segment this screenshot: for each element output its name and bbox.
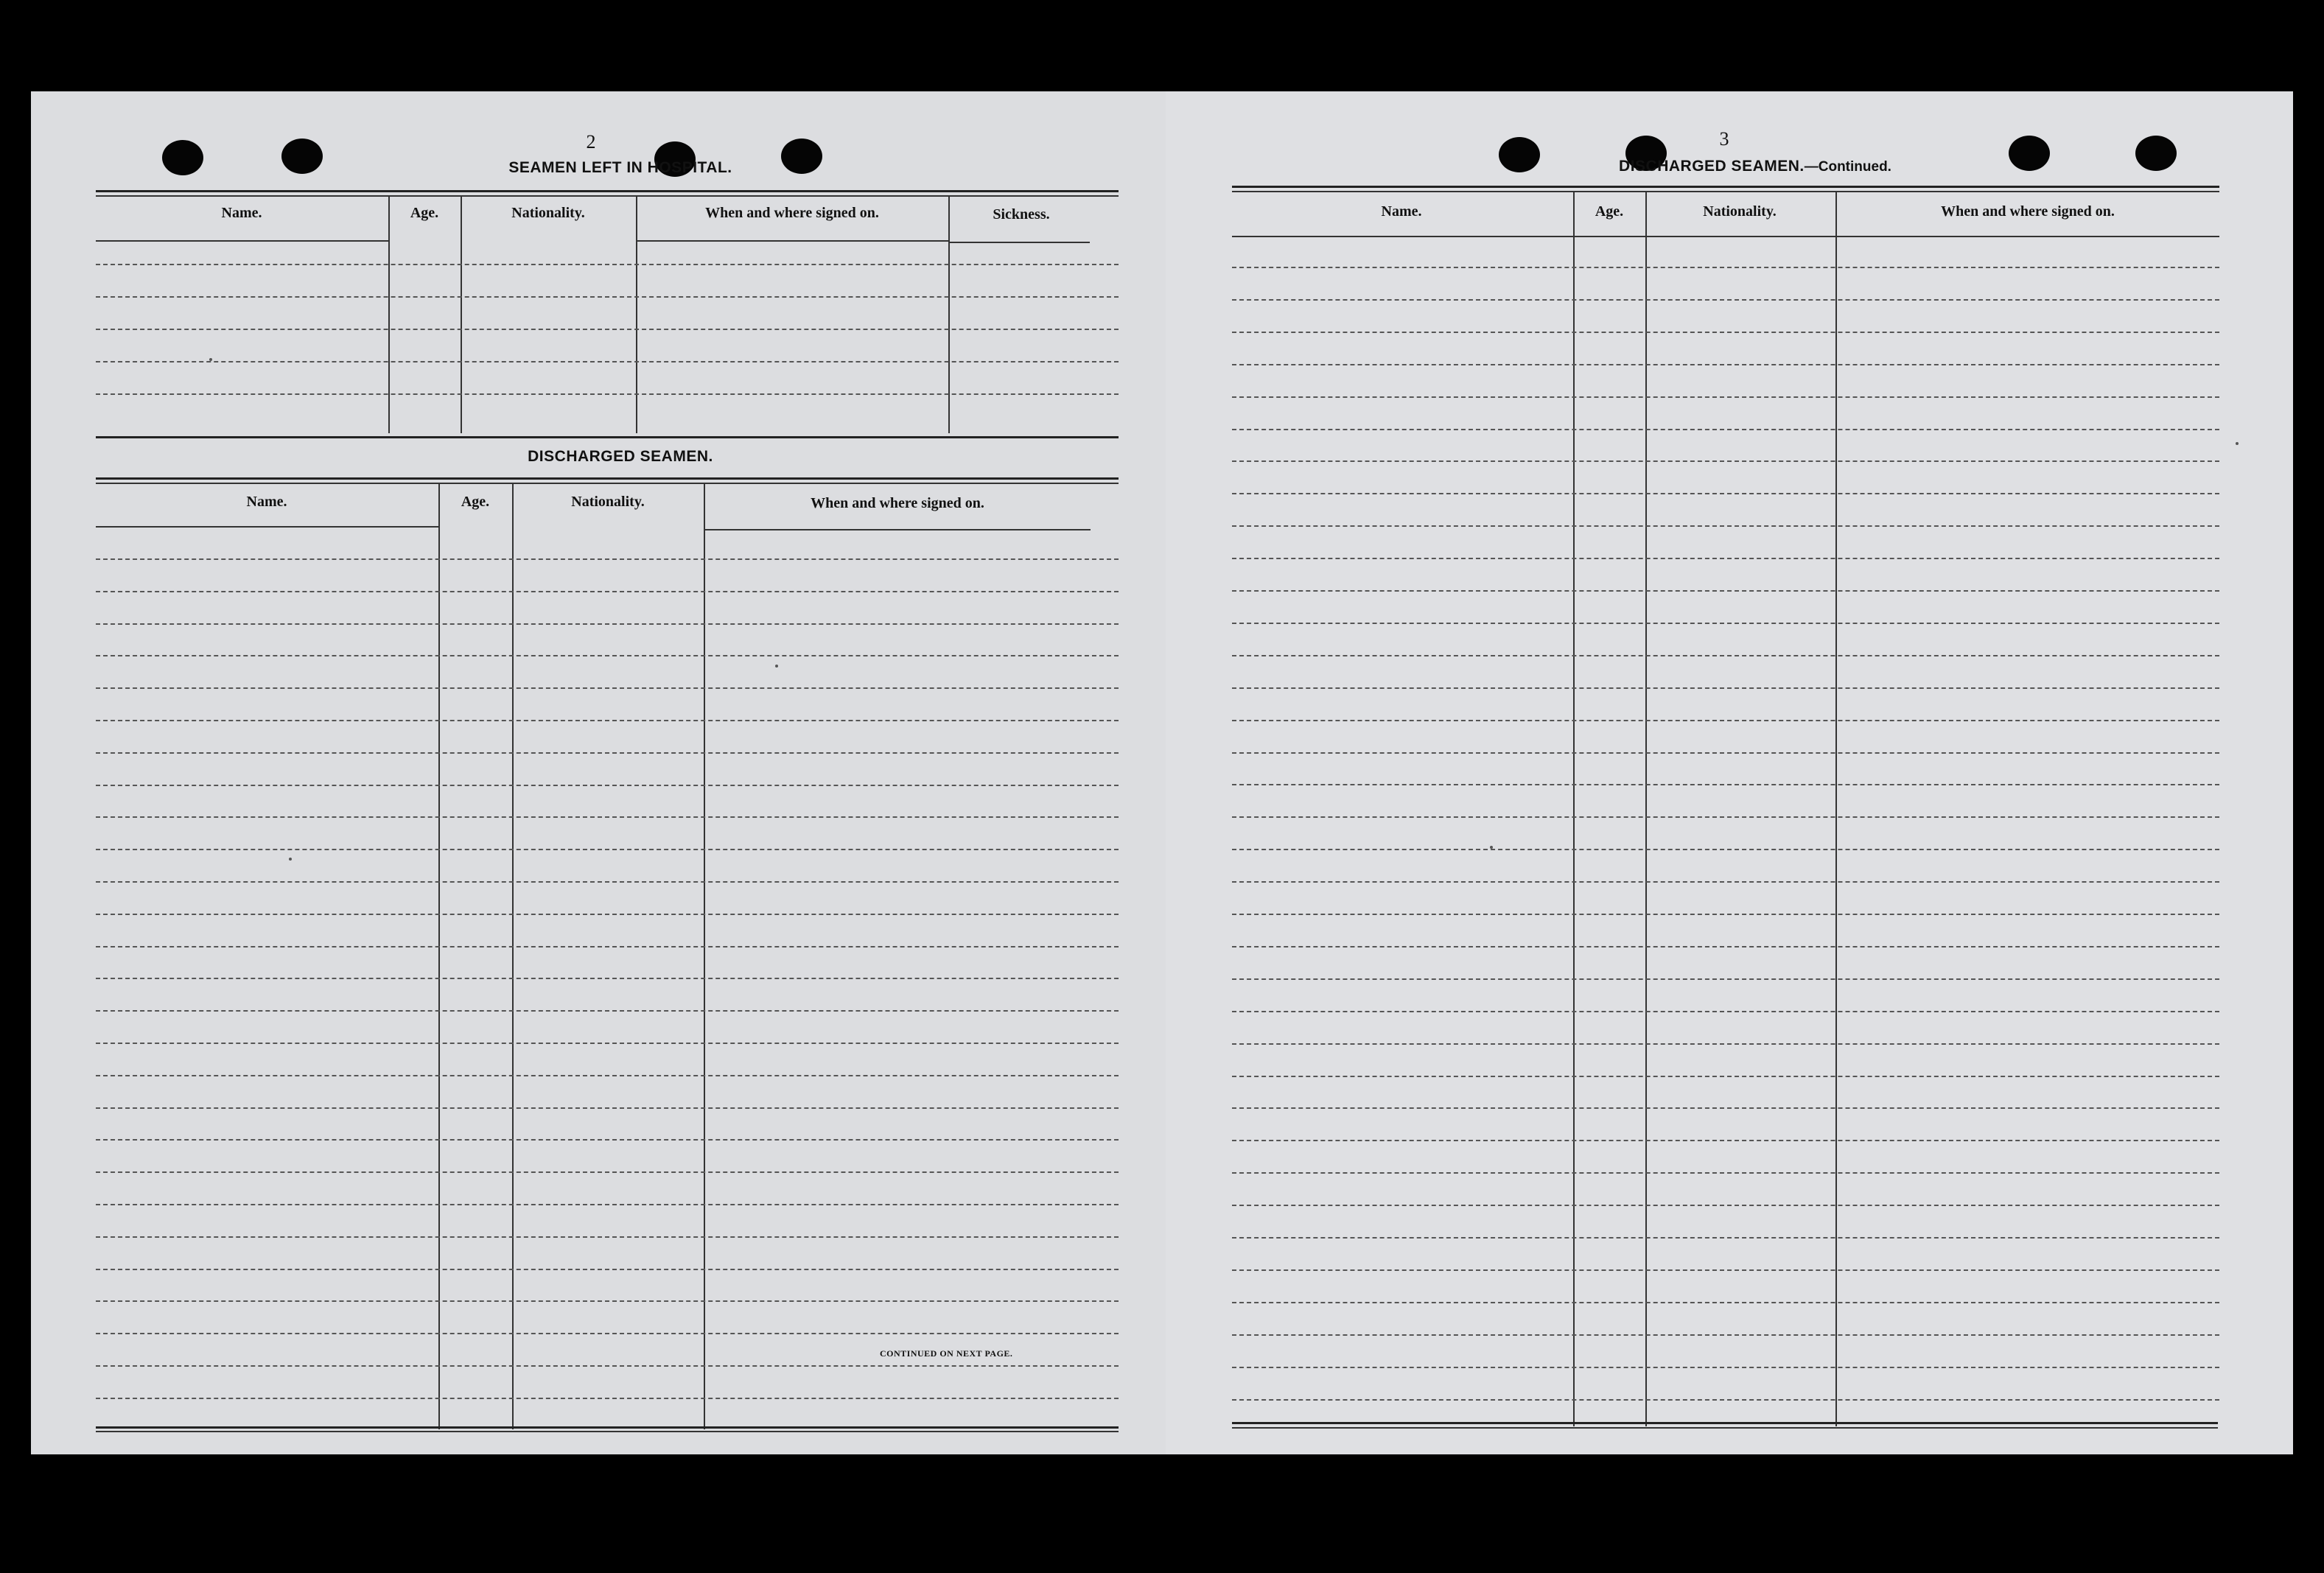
ruled-line — [1232, 525, 2219, 527]
ruled-line — [1232, 914, 2219, 915]
ruled-line — [96, 1075, 1119, 1076]
ruled-line — [1232, 267, 2219, 268]
table-bottom-rule — [96, 436, 1119, 438]
ruled-line — [96, 687, 1119, 689]
header-underline — [704, 529, 1091, 530]
table-top-rule — [96, 190, 1119, 192]
column-header-signed-on: When and where signed on. — [1941, 203, 2115, 220]
ruled-line — [1232, 720, 2219, 721]
punch-hole-icon — [281, 139, 323, 174]
ruled-line — [1232, 1205, 2219, 1206]
ruled-line — [96, 591, 1119, 592]
punch-hole-icon — [162, 140, 203, 175]
paper-speck — [209, 358, 212, 361]
ruled-line — [96, 1236, 1119, 1238]
ruled-line — [96, 720, 1119, 721]
ruled-line — [96, 978, 1119, 979]
ruled-line — [1232, 849, 2219, 850]
table-top-rule — [1232, 191, 2219, 192]
column-header-name: Name. — [246, 494, 287, 510]
table-top-rule — [1232, 186, 2219, 188]
left-page — [31, 91, 1166, 1454]
ruled-line — [96, 1269, 1119, 1270]
paper-speck — [1490, 846, 1493, 849]
ruled-line — [1232, 1140, 2219, 1141]
ruled-line — [96, 558, 1119, 560]
column-divider — [1645, 192, 1647, 1426]
ruled-line — [96, 785, 1119, 786]
column-divider — [388, 196, 390, 433]
column-header-age: Age. — [461, 494, 490, 510]
ruled-line — [96, 1333, 1119, 1334]
ruled-line — [96, 914, 1119, 915]
column-divider — [704, 483, 705, 1429]
discharged-continued-title — [1519, 158, 1991, 175]
punch-hole-icon — [2009, 136, 2050, 171]
table-bottom-rule — [96, 1431, 1119, 1432]
table-bottom-rule — [1232, 1427, 2218, 1429]
ruled-line — [96, 329, 1119, 330]
ruled-line — [96, 1365, 1119, 1367]
column-header-nationality: Nationality. — [571, 494, 645, 510]
ruled-line — [1232, 1302, 2219, 1303]
ruled-line — [96, 393, 1119, 395]
table-top-rule — [96, 195, 1119, 197]
ruled-line — [96, 946, 1119, 947]
column-divider — [512, 483, 514, 1429]
ruled-line — [1232, 655, 2219, 656]
column-header-nationality: Nationality. — [1703, 203, 1777, 220]
ruled-line — [96, 623, 1119, 625]
ruled-line — [1232, 332, 2219, 333]
ruled-line — [1232, 687, 2219, 689]
ruled-line — [1232, 299, 2219, 301]
ruled-line — [96, 1171, 1119, 1173]
column-header-signed-on: When and where signed on. — [811, 495, 984, 511]
column-header-sickness: Sickness. — [993, 206, 1050, 223]
ruled-line — [1232, 1269, 2219, 1271]
punch-hole-icon — [2135, 136, 2177, 171]
page-number: 3 — [1719, 128, 1729, 150]
ruled-line — [1232, 493, 2219, 494]
ruled-line — [96, 1043, 1119, 1044]
column-divider — [1835, 192, 1837, 1426]
ruled-line — [1232, 623, 2219, 624]
column-header-nationality: Nationality. — [511, 205, 585, 221]
table-top-rule — [96, 477, 1119, 480]
paper-speck — [289, 858, 292, 861]
paper-speck — [775, 665, 778, 668]
ruled-line — [1232, 816, 2219, 818]
column-divider — [438, 483, 440, 1429]
ruled-line — [96, 1010, 1119, 1012]
column-header-age: Age. — [410, 205, 439, 221]
ruled-line — [1232, 558, 2219, 559]
column-divider — [948, 196, 950, 433]
ruled-line — [1232, 1334, 2219, 1336]
ruled-line — [96, 849, 1119, 850]
ruled-line — [96, 816, 1119, 818]
ruled-line — [96, 296, 1119, 298]
ruled-line — [96, 1204, 1119, 1205]
ruled-line — [96, 1300, 1119, 1302]
header-underline — [96, 526, 439, 528]
ruled-line — [1232, 396, 2219, 398]
ruled-line — [1232, 1107, 2219, 1109]
ruled-line — [1232, 978, 2219, 980]
ruled-line — [96, 361, 1119, 362]
title-suffix: —Continued. — [1804, 159, 1891, 175]
paper-speck — [2236, 442, 2239, 445]
header-underline — [637, 240, 949, 242]
table-bottom-rule — [96, 1426, 1119, 1429]
ruled-line — [96, 264, 1119, 265]
ruled-line — [1232, 1043, 2219, 1045]
ruled-line — [1232, 460, 2219, 462]
ruled-line — [1232, 429, 2219, 430]
table-top-rule — [96, 483, 1119, 484]
ruled-line — [1232, 1172, 2219, 1174]
ruled-line — [96, 1107, 1119, 1109]
ruled-line — [1232, 364, 2219, 365]
column-divider — [1573, 192, 1575, 1426]
right-page — [1166, 91, 2293, 1454]
column-header-signed-on: When and where signed on. — [705, 205, 879, 221]
ruled-line — [1232, 1237, 2219, 1239]
ruled-line — [96, 881, 1119, 883]
page-number: 2 — [586, 131, 596, 153]
ruled-line — [1232, 1076, 2219, 1077]
ruled-line — [1232, 1011, 2219, 1012]
header-underline — [950, 242, 1090, 243]
ruled-line — [1232, 881, 2219, 883]
column-divider — [461, 196, 462, 433]
ruled-line — [96, 1139, 1119, 1141]
ruled-line — [1232, 946, 2219, 947]
ruled-line — [1232, 1367, 2219, 1368]
header-underline — [1232, 236, 2219, 237]
hospital-section-title: SEAMEN LEFT IN HOSPITAL. — [508, 159, 732, 176]
ruled-line — [1232, 1399, 2219, 1401]
title-main: DISCHARGED SEAMEN. — [1619, 158, 1805, 175]
continued-note: CONTINUED ON NEXT PAGE. — [880, 1348, 1013, 1359]
column-header-age: Age. — [1595, 203, 1624, 220]
ruled-line — [96, 655, 1119, 656]
header-underline — [96, 240, 389, 242]
ruled-line — [1232, 590, 2219, 592]
ruled-line — [96, 752, 1119, 754]
column-divider — [636, 196, 637, 433]
column-header-name: Name. — [221, 205, 262, 221]
ruled-line — [1232, 752, 2219, 754]
discharged-section-title: DISCHARGED SEAMEN. — [528, 448, 713, 465]
ruled-line — [96, 1398, 1119, 1399]
ruled-line — [1232, 784, 2219, 785]
table-bottom-rule — [1232, 1422, 2218, 1424]
column-header-name: Name. — [1381, 203, 1422, 220]
